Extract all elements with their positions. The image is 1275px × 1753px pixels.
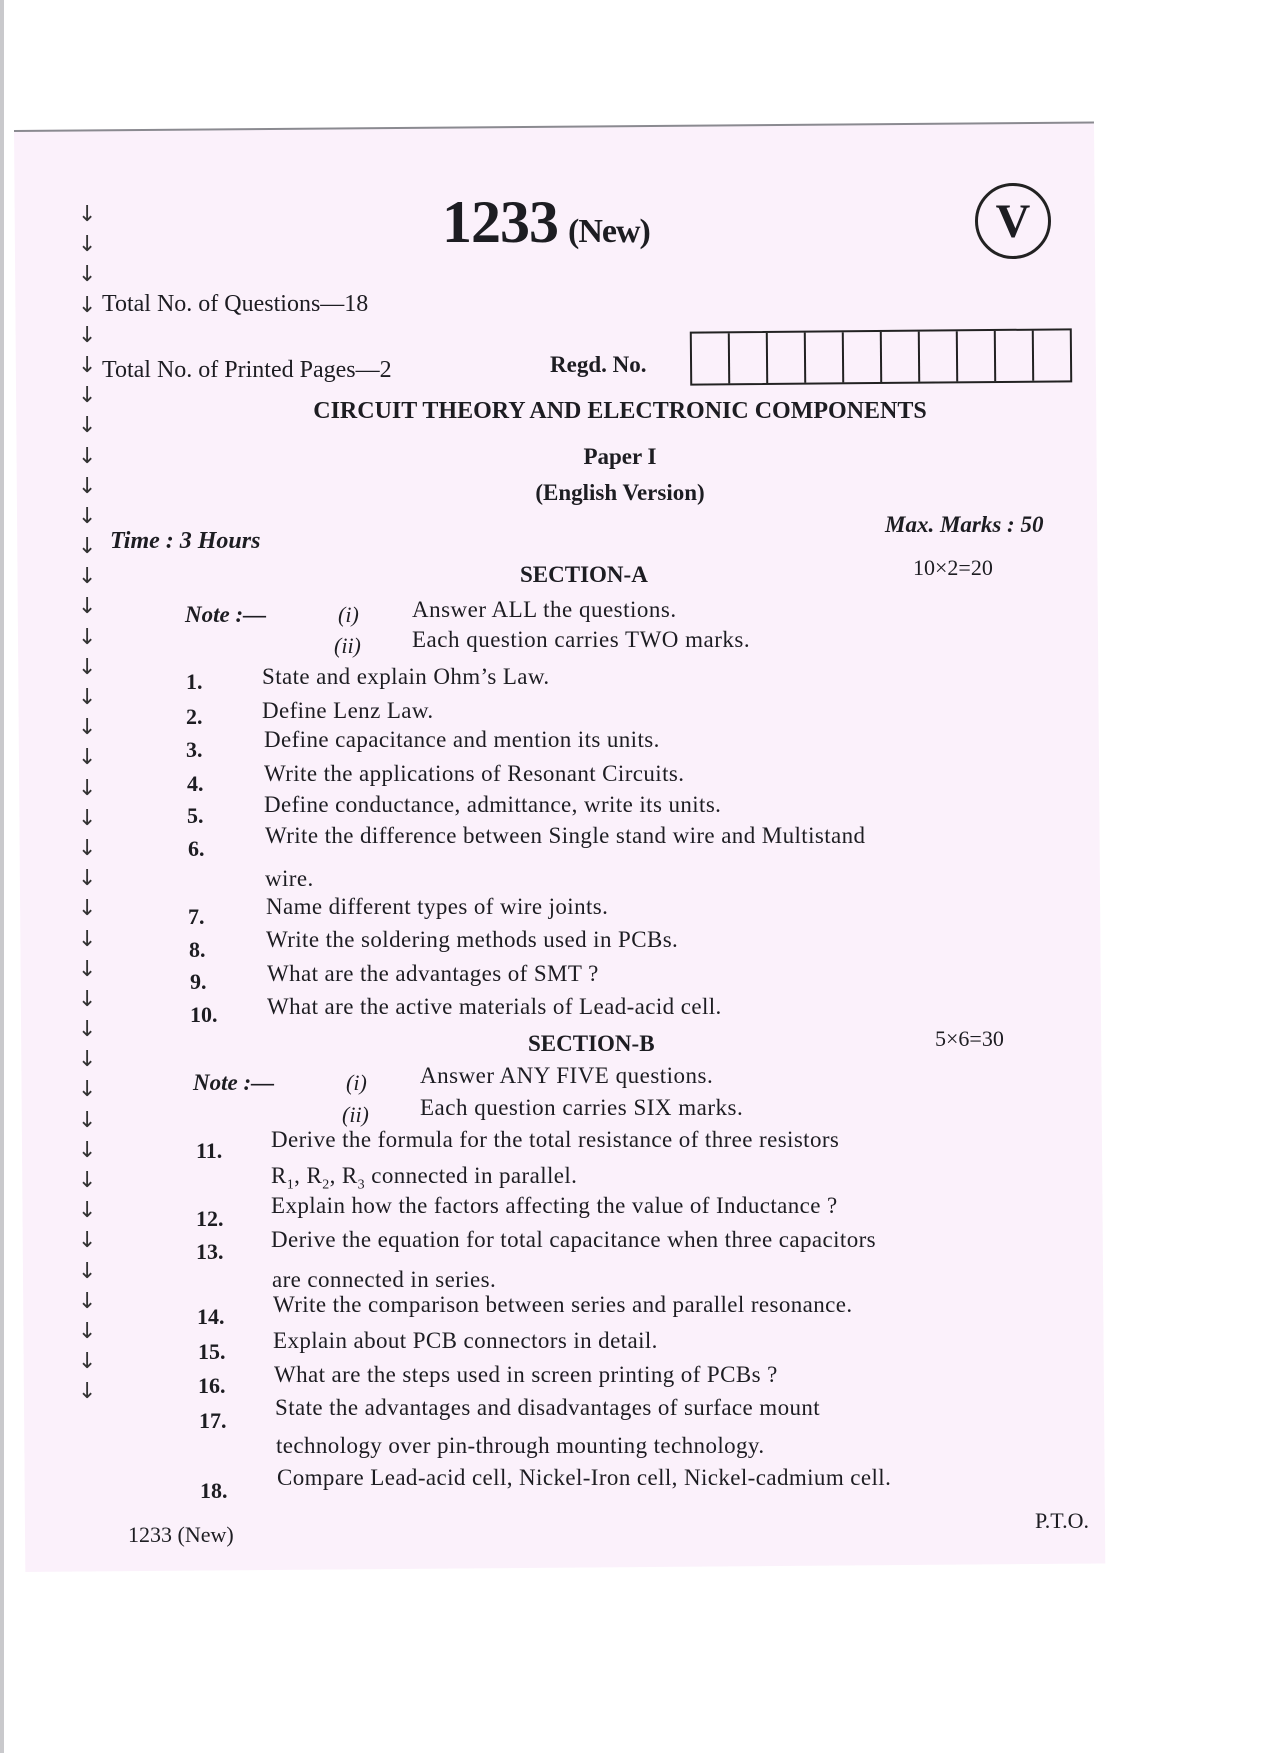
paper-code-number: 1233 xyxy=(442,189,558,255)
down-arrow-icon: ↓ xyxy=(78,654,97,680)
section-a-note-label: Note :— xyxy=(185,602,267,627)
question-text: Write the soldering methods used in PCBs. xyxy=(266,927,679,952)
paper-code xyxy=(442,188,650,257)
down-arrow-icon: ↓ xyxy=(78,1168,97,1193)
footer-paper-code: 1233 (New) xyxy=(128,1522,234,1547)
section-a-heading: SECTION-A xyxy=(520,562,648,587)
question-number: 16. xyxy=(198,1373,226,1398)
down-arrow-icon: ↓ xyxy=(78,564,97,590)
down-arrow-icon: ↓ xyxy=(78,1318,97,1344)
question-text-continued: wire. xyxy=(265,866,314,891)
question-number: 2. xyxy=(186,704,203,729)
section-a-note-num: (i) xyxy=(338,602,359,627)
question-text: Define conductance, admittance, write its units. xyxy=(264,792,722,817)
question-text: Explain about PCB connectors in detail. xyxy=(273,1328,658,1353)
question-text: What are the advantages of SMT ? xyxy=(267,961,599,986)
question-text-continued: technology over pin-through mounting technology. xyxy=(276,1433,765,1458)
total-questions: Total No. of Questions—18 xyxy=(102,291,369,317)
regd-digit-box[interactable] xyxy=(806,332,844,382)
down-arrow-icon: ↓ xyxy=(78,594,97,620)
down-arrow-icon: ↓ xyxy=(78,1047,97,1073)
down-arrow-icon: ↓ xyxy=(78,835,97,861)
section-b-heading: SECTION-B xyxy=(528,1031,655,1056)
question-text: Derive the formula for the total resistance of three resistors xyxy=(271,1127,840,1152)
regd-digit-box[interactable] xyxy=(958,331,996,381)
total-pages: Total No. of Printed Pages—2 xyxy=(102,357,392,383)
section-a-note-num: (ii) xyxy=(334,633,361,658)
version-badge-circle-icon xyxy=(975,183,1051,259)
question-text: Write the comparison between series and parallel resonance. xyxy=(273,1292,853,1317)
down-arrow-icon: ↓ xyxy=(78,352,97,378)
question-number: 6. xyxy=(188,836,205,861)
question-text-continued: are connected in series. xyxy=(272,1267,497,1292)
section-a-marks: 10×2=20 xyxy=(913,555,993,580)
down-arrow-icon: ↓ xyxy=(78,1017,97,1043)
down-arrow-icon: ↓ xyxy=(78,1288,97,1314)
exam-duration: Time : 3 Hours xyxy=(110,528,261,554)
down-arrow-icon: ↓ xyxy=(78,1107,97,1133)
question-text: Write the applications of Resonant Circuits. xyxy=(264,761,685,786)
question-text: Compare Lead-acid cell, Nickel-Iron cell, Nickel-cadmium cell. xyxy=(277,1465,892,1490)
down-arrow-icon: ↓ xyxy=(78,745,97,771)
down-arrow-icon: ↓ xyxy=(78,473,97,499)
down-arrow-icon: ↓ xyxy=(78,1198,97,1224)
regd-digit-box[interactable] xyxy=(882,332,920,382)
version-letter: V xyxy=(995,194,1031,248)
down-arrow-icon: ↓ xyxy=(78,1137,97,1163)
question-number: 4. xyxy=(187,771,204,796)
question-text: State and explain Ohm’s Law. xyxy=(262,664,550,689)
paper-number: Paper I xyxy=(583,444,657,469)
question-number: 13. xyxy=(196,1239,224,1264)
down-arrow-icon: ↓ xyxy=(78,956,97,982)
question-text: Derive the equation for total capacitance when three capacitors xyxy=(271,1227,877,1252)
down-arrow-icon: ↓ xyxy=(78,232,97,258)
regd-digit-box[interactable] xyxy=(768,333,806,383)
down-arrow-icon: ↓ xyxy=(78,685,97,710)
question-number: 9. xyxy=(190,969,207,994)
question-number: 3. xyxy=(186,737,203,762)
section-b-note-label: Note :— xyxy=(193,1070,275,1095)
question-number: 18. xyxy=(200,1478,228,1503)
regd-number-boxes[interactable] xyxy=(690,328,1072,385)
question-number: 8. xyxy=(189,937,206,962)
down-arrow-icon: ↓ xyxy=(78,534,97,560)
down-arrow-icon: ↓ xyxy=(78,503,97,529)
section-a-note-text: Answer ALL the questions. xyxy=(412,597,677,622)
max-marks: Max. Marks : 50 xyxy=(885,512,1044,537)
scan-edge xyxy=(0,0,4,1753)
down-arrow-icon: ↓ xyxy=(78,986,97,1012)
regd-digit-box[interactable] xyxy=(730,333,768,383)
question-text: Define Lenz Law. xyxy=(262,698,434,723)
down-arrow-icon: ↓ xyxy=(78,926,97,952)
down-arrow-icon: ↓ xyxy=(78,1379,97,1405)
question-text-continued: $R_1$, $R_2$, $R_3$ connected in parallel. xyxy=(271,1163,578,1193)
question-number: 17. xyxy=(199,1408,227,1433)
down-arrow-icon: ↓ xyxy=(78,896,97,922)
down-arrow-icon: ↓ xyxy=(78,775,97,801)
question-number: 11. xyxy=(196,1138,223,1163)
down-arrow-icon: ↓ xyxy=(78,715,97,741)
section-a-note-text: Each question carries TWO marks. xyxy=(412,627,751,652)
down-arrow-icon: ↓ xyxy=(78,383,97,409)
question-number: 12. xyxy=(196,1206,224,1231)
down-arrow-icon: ↓ xyxy=(78,202,97,227)
margin-arrows xyxy=(78,200,98,1408)
question-text: Write the difference between Single stand wire and Multistand xyxy=(265,823,866,848)
question-text: State the advantages and disadvantages of surface mount xyxy=(275,1395,821,1420)
regd-digit-box[interactable] xyxy=(920,331,958,381)
please-turn-over: P.T.O. xyxy=(1035,1508,1089,1533)
question-number: 7. xyxy=(188,904,205,929)
question-text: What are the active materials of Lead-acid cell. xyxy=(267,994,722,1019)
down-arrow-icon: ↓ xyxy=(78,866,97,892)
section-b-note-num: (ii) xyxy=(342,1102,369,1127)
section-b-marks: 5×6=30 xyxy=(935,1026,1004,1051)
down-arrow-icon: ↓ xyxy=(78,413,97,439)
question-number: 15. xyxy=(198,1339,226,1364)
question-text: Name different types of wire joints. xyxy=(266,894,609,919)
down-arrow-icon: ↓ xyxy=(78,292,97,318)
question-number: 10. xyxy=(190,1002,218,1027)
down-arrow-icon: ↓ xyxy=(78,624,97,650)
down-arrow-icon: ↓ xyxy=(78,805,97,831)
down-arrow-icon: ↓ xyxy=(78,322,97,348)
down-arrow-icon: ↓ xyxy=(78,1228,97,1254)
question-number: 5. xyxy=(187,803,204,828)
section-b-note-num: (i) xyxy=(346,1070,367,1095)
section-b-note-text: Answer ANY FIVE questions. xyxy=(420,1063,714,1088)
down-arrow-icon: ↓ xyxy=(78,1349,97,1375)
regd-digit-box[interactable] xyxy=(1034,330,1070,380)
question-text: Define capacitance and mention its units. xyxy=(264,727,660,752)
question-text: Explain how the factors affecting the value of Inductance ? xyxy=(271,1193,838,1218)
paper-code-suffix: (New) xyxy=(568,213,650,250)
language-version: (English Version) xyxy=(535,480,705,505)
regd-digit-box[interactable] xyxy=(692,333,730,383)
question-number: 1. xyxy=(186,669,203,694)
down-arrow-icon: ↓ xyxy=(78,1077,97,1103)
regd-digit-box[interactable] xyxy=(844,332,882,382)
down-arrow-icon: ↓ xyxy=(78,1258,97,1284)
question-text: What are the steps used in screen printing of PCBs ? xyxy=(274,1362,778,1387)
regd-label: Regd. No. xyxy=(550,352,647,377)
down-arrow-icon: ↓ xyxy=(78,443,97,469)
subject-title: CIRCUIT THEORY AND ELECTRONIC COMPONENTS xyxy=(313,398,927,424)
question-number: 14. xyxy=(197,1304,225,1329)
regd-digit-box[interactable] xyxy=(996,331,1034,381)
section-b-note-text: Each question carries SIX marks. xyxy=(420,1095,744,1120)
down-arrow-icon: ↓ xyxy=(78,262,97,288)
